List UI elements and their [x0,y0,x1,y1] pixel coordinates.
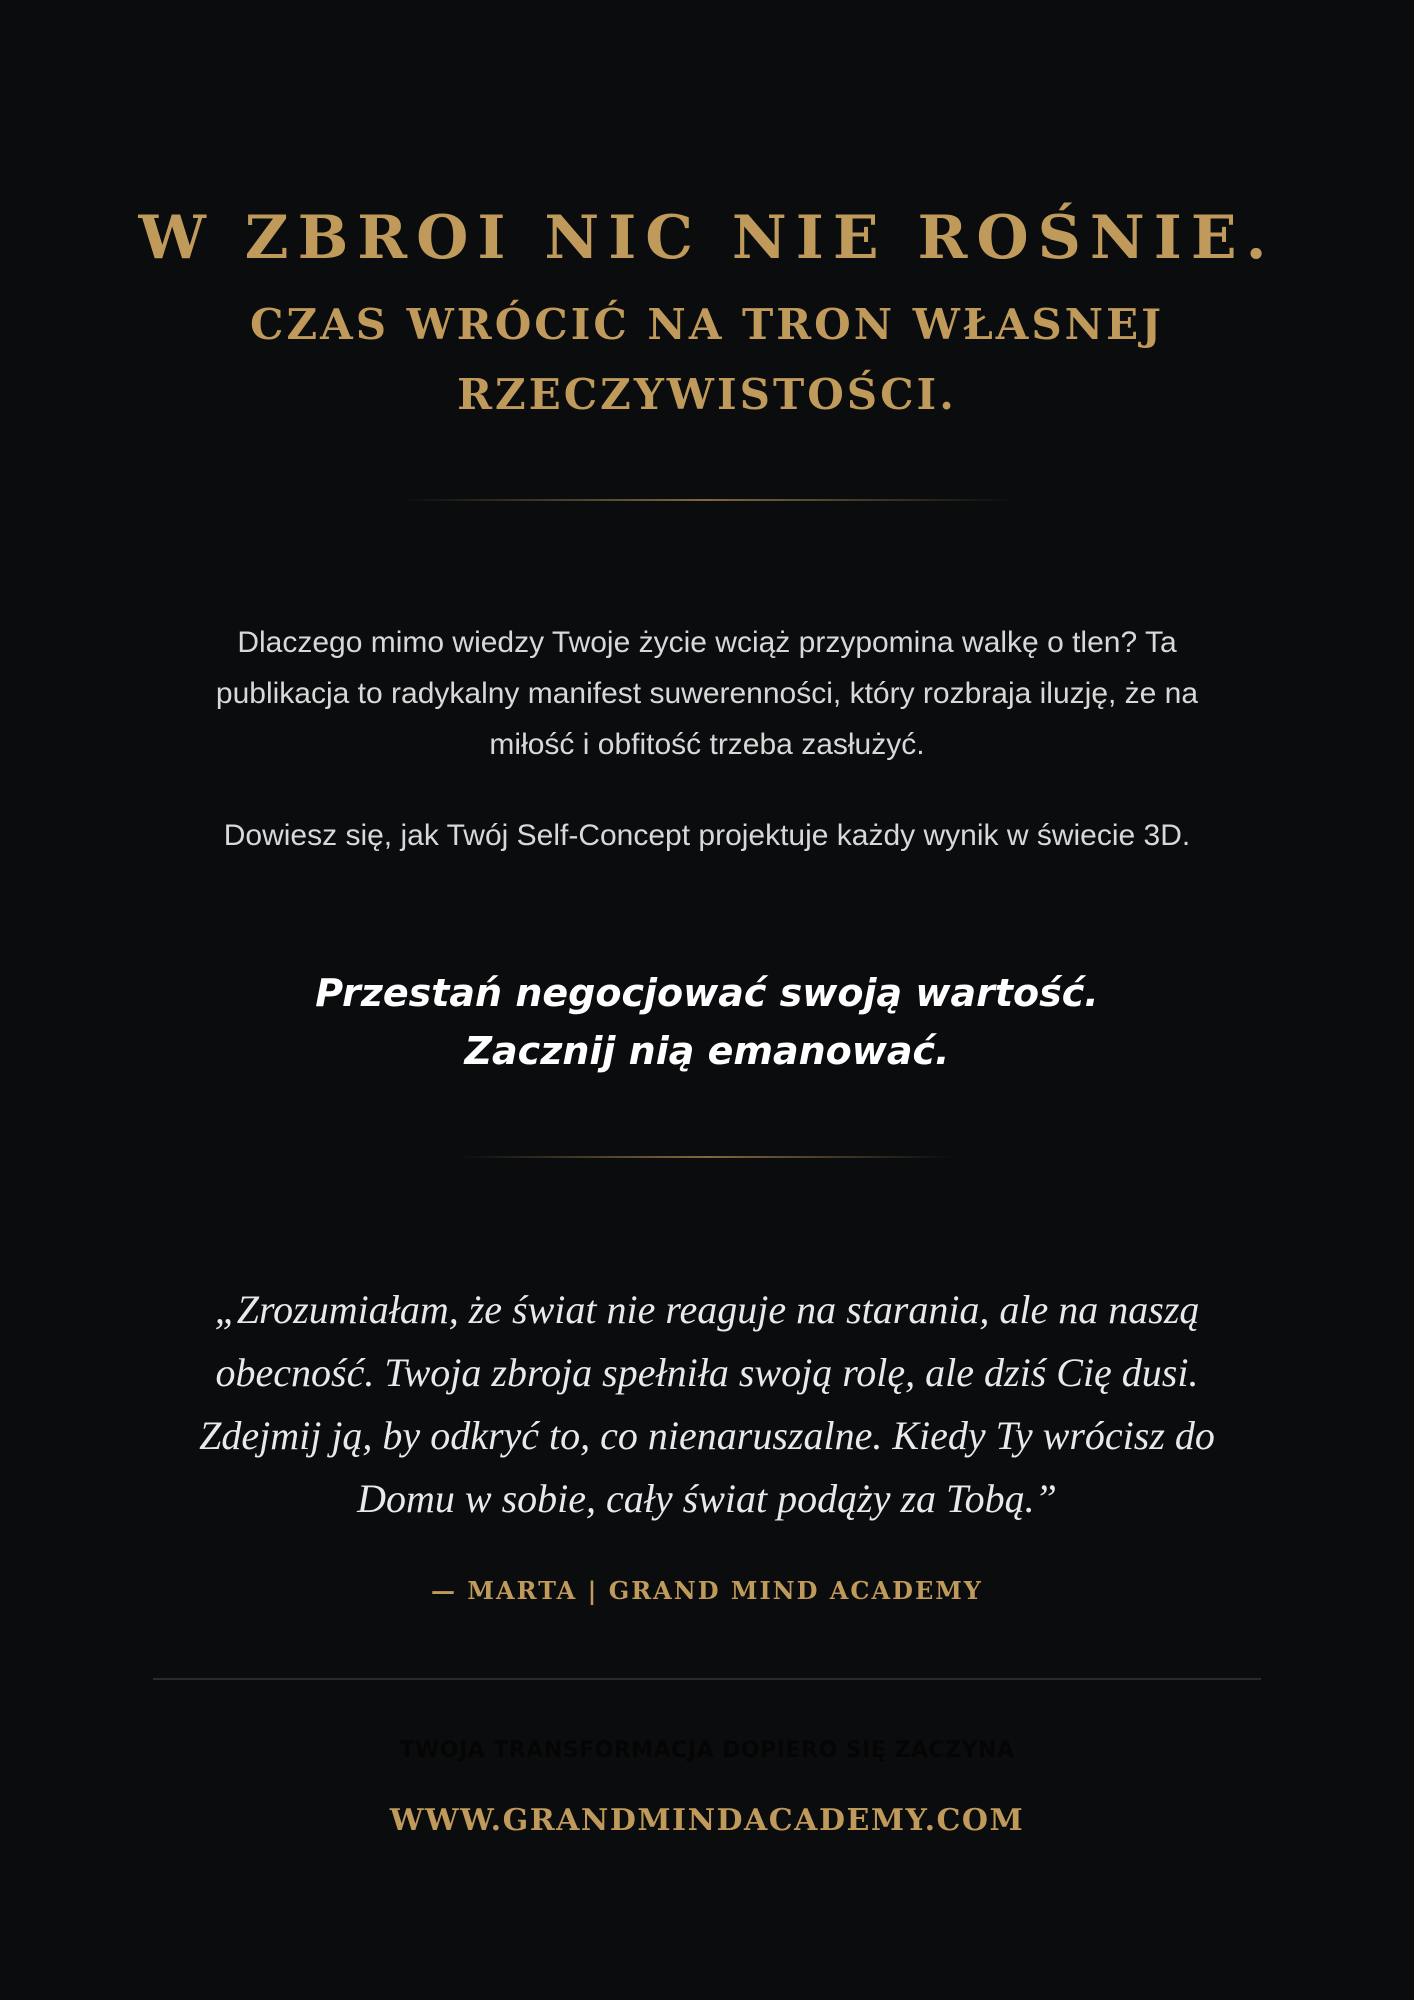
footer-tagline: TWOJA TRANSFORMACJA DOPIERO SIĘ ZACZYNA [399,1738,1015,1763]
gold-divider [400,499,1014,501]
testimonial-quote: „Zrozumiałam, że świat nie reaguje na starania, ale na naszą obecność. Twoja zbroja spełniła swoją rolę, ale dziś Cię dusi. Zdejmij ją, by odkryć to, co nienaruszalne. Kiedy Ty wrócisz do Domu w sobie, cały świat podąży za Tobą.” [199,1287,1215,1521]
emphasis-line-1: Przestań negocjować swoją wartość. [315,971,1099,1015]
page-subtitle: CZAS WRÓCIĆ NA TRON WŁASNEJ RZECZYWISTOŚCI. [250,300,1164,419]
emphasis-line-2: Zacznij nią emanować. [464,1029,950,1073]
emphasis-block [200,964,1214,1080]
intro-paragraph-1: Dlaczego mimo wiedzy Twoje życie wciąż przypomina walkę o tlen? Ta publikacja to radykalny manifest suwerenności, który rozbraja iluzję, że na miłość i obfitość trzeba zasłużyć. [215,626,1199,761]
intro-paragraph-2: Dowiesz się, jak Twój Self-Concept projektuje każdy wynik w świecie 3D. [223,819,1191,852]
footer-website-link[interactable]: WWW.GRANDMINDACADEMY.COM [389,1803,1025,1838]
gold-divider [460,1156,954,1158]
testimonial-author: — MARTA | GRAND MIND ACADEMY [431,1576,983,1605]
page-title: W ZBROI NIC NIE ROŚNIE. [138,203,1276,273]
footer-separator [153,1678,1261,1680]
